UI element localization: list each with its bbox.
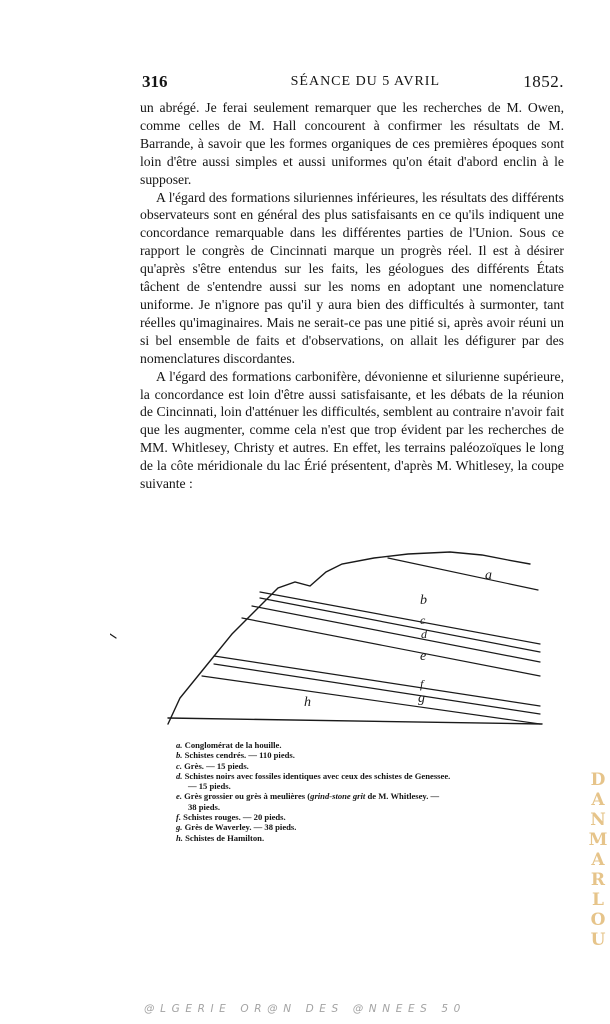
side-watermark: D A N M A R L O U	[588, 770, 608, 950]
figure-label-b: b	[420, 593, 427, 608]
legend-item-d-cont: — 15 pieds.	[188, 781, 231, 792]
footer-watermark: @LGERIE OR@N DES @NNEES 50	[144, 1003, 466, 1015]
boundary-b-c2	[260, 598, 540, 652]
running-title-year: 1852.	[523, 72, 564, 91]
ground-surface-line	[168, 552, 530, 724]
paragraph-1: un abrégé. Je ferai seulement remarquer que les recherches de M. Owen, comme celles de M. Hall concourent à confirmer les résultats de M. Barrande, à savoir que les formes organiques de ces premières époques sont loin d'être aussi simples et aussi uniformes qu'on était d'abord enclin à le supposer.	[140, 100, 564, 187]
figure-label-h: h	[304, 695, 311, 710]
paragraph-2: A l'égard des formations siluriennes inférieures, les résultats des différents observateurs sont en général des plus satisfaisants en ce qu'ils indiquent une concordance remarquable dans les différentes parties de l'Union. Sous ce rapport le congrès de Cincinnati marque un progrès réel. Il est à désirer qu'après s'être entendus sur les faits, les géologues des différents États tâchent de s'entendre aussi sur les noms en adoptant une nomenclature uniforme. Je n'ignore pas qu'il y aura bien des difficultés à surmonter, tant réelles qu'imaginaires. Mais ne serait-ce pas une pitié si, après avoir réuni un si bel ensemble de faits et d'observations, on allait les défigurer par des nomenclatures discordantes.	[140, 189, 564, 366]
legend-item-e-cont: 38 pieds.	[188, 801, 220, 812]
legend-item-b: b. Schistes cendrés. — 110 pieds.	[176, 750, 295, 761]
legend-item-a: a. Conglomérat de la houille.	[176, 740, 282, 750]
figure-label-f: f	[420, 677, 424, 691]
figure-label-a: a	[485, 568, 492, 583]
boundary-a-b	[388, 558, 538, 590]
legend-item-e: e. Grès grossier ou grès à meulières (grind-stone grit de M. Whitlesey. —	[176, 791, 440, 802]
page-number: 316	[142, 72, 168, 91]
boundary-g-h	[202, 676, 540, 724]
figure-legend	[176, 740, 556, 843]
paragraph-3: A l'égard des formations carbonifère, dévonienne et silurienne supérieure, la concordance est loin d'être aussi satisfaisante, et les débats de la réunion de Cincinnati, loin d'atténuer les difficultés, semblent au contraire n'avoir fait que les augmenter, comme cela n'est que trop évident par les recherches de MM. Whitlesey, Christy et autres. En effet, les terrains paléozoïques le long de la côte méridionale du lac Érié présentent, d'après M. Whitlesey, la coupe suivante :	[140, 368, 564, 492]
boundary-b-c1	[260, 592, 540, 644]
legend-item-c: c. Grès. — 15 pieds.	[176, 760, 249, 771]
figure-label-e: e	[420, 649, 427, 664]
legend-item-f: f. Schistes rouges. — 20 pieds.	[176, 812, 286, 823]
geological-section-figure	[110, 548, 550, 728]
figure-label-c: c	[420, 613, 426, 627]
boundary-e-f1	[214, 656, 540, 706]
body-text	[140, 99, 564, 493]
baseline	[168, 718, 542, 724]
boundary-c-d	[252, 606, 540, 662]
running-header	[140, 70, 564, 92]
legend-item-g: g. Grès de Waverley. — 38 pieds.	[176, 822, 297, 833]
legend-item-d: d. Schistes noirs avec fossiles identiques avec ceux des schistes de Genessee.	[176, 770, 451, 781]
margin-tick	[110, 634, 116, 638]
boundary-e-f2	[214, 664, 540, 714]
legend-item-h: h. Schistes de Hamilton.	[176, 832, 265, 843]
running-title: SÉANCE DU 5 AVRIL	[290, 74, 440, 89]
figure-label-g: g	[418, 691, 425, 706]
figure-label-d: d	[421, 627, 427, 641]
